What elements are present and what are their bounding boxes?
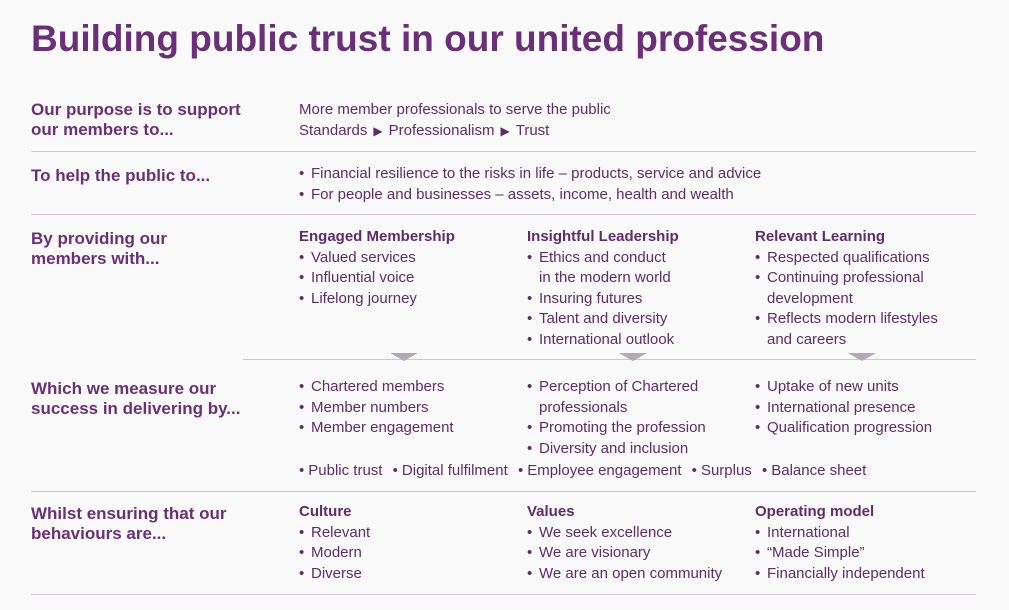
column-title: Culture bbox=[299, 503, 352, 520]
values-column bbox=[527, 502, 722, 584]
list-item: • International outlook bbox=[527, 330, 679, 351]
list-item: • Chartered members bbox=[299, 377, 454, 398]
purpose-heading: Our purpose is to support our members to... bbox=[31, 100, 241, 139]
column-title: Relevant Learning bbox=[755, 228, 886, 245]
divider bbox=[31, 594, 976, 595]
list-item: • Member engagement bbox=[299, 418, 454, 439]
list-item-continued: development bbox=[767, 289, 853, 307]
list-item: • Public trust bbox=[299, 462, 382, 479]
list-item-continued: professionals bbox=[539, 398, 628, 416]
down-pointer-icon bbox=[390, 353, 418, 361]
list-item: • Relevant bbox=[299, 523, 370, 544]
list-item: • Ethics and conduct bbox=[527, 248, 679, 269]
list-item: • Respected qualifications bbox=[755, 248, 938, 269]
list-item: • Qualification progression bbox=[755, 418, 932, 439]
list-item: • For people and businesses – assets, income, health and wealth bbox=[299, 185, 761, 206]
down-pointer-icon bbox=[619, 353, 647, 361]
measure-heading: Which we measure our success in delivering by... bbox=[31, 379, 241, 418]
divider bbox=[31, 151, 976, 152]
list-item: • Valued services bbox=[299, 248, 455, 269]
list-item: • Surplus bbox=[692, 462, 752, 479]
list-item: • Diverse bbox=[299, 564, 370, 585]
list-item: • Financial resilience to the risks in life – products, service and advice bbox=[299, 164, 761, 185]
list-item: • Perception of Chartered bbox=[527, 377, 706, 398]
behaviours-heading: Whilst ensuring that our behaviours are... bbox=[31, 504, 227, 543]
providing-heading: By providing our members with... bbox=[31, 229, 167, 268]
list-item: • International presence bbox=[755, 398, 932, 419]
list-item: • Continuing professional bbox=[755, 268, 938, 289]
measure-column-1 bbox=[299, 377, 454, 439]
purpose-chain: Standards ▶ Professionalism ▶ Trust bbox=[299, 121, 550, 139]
column-title: Operating model bbox=[755, 503, 875, 520]
list-item: • We are visionary bbox=[527, 543, 722, 564]
divider bbox=[31, 491, 976, 492]
column-title: Insightful Leadership bbox=[527, 228, 679, 245]
public-content bbox=[299, 164, 761, 205]
list-item: • Modern bbox=[299, 543, 370, 564]
list-item: • Diversity and inclusion bbox=[527, 439, 706, 460]
list-item: • Balance sheet bbox=[762, 462, 866, 479]
list-item: • International bbox=[755, 523, 925, 544]
list-item: • Reflects modern lifestyles bbox=[755, 309, 938, 330]
list-item: • Promoting the profession bbox=[527, 418, 706, 439]
list-item: • Member numbers bbox=[299, 398, 454, 419]
insightful-leadership-column bbox=[527, 227, 679, 350]
list-item: • Insuring futures bbox=[527, 289, 679, 310]
public-heading: To help the public to... bbox=[31, 166, 211, 185]
list-item: • Influential voice bbox=[299, 268, 455, 289]
page-title: Building public trust in our united profession bbox=[31, 18, 825, 59]
purpose-line: More member professionals to serve the public bbox=[299, 101, 611, 118]
operating-model-column bbox=[755, 502, 925, 584]
down-pointer-icon bbox=[848, 353, 876, 361]
divider bbox=[31, 214, 976, 215]
culture-column bbox=[299, 502, 370, 584]
purpose-content bbox=[299, 100, 611, 141]
measure-column-2 bbox=[527, 377, 706, 459]
list-item: • Talent and diversity bbox=[527, 309, 679, 330]
list-item: • Employee engagement bbox=[518, 462, 682, 479]
engaged-membership-column bbox=[299, 227, 455, 309]
list-item-continued: in the modern world bbox=[539, 269, 671, 286]
list-item: • Digital fulfilment bbox=[393, 462, 508, 479]
arrow-right-icon: ▶ bbox=[500, 123, 510, 138]
arrow-right-icon: ▶ bbox=[373, 123, 383, 138]
shared-measures bbox=[299, 461, 872, 482]
list-item-continued: and careers bbox=[767, 330, 847, 348]
relevant-learning-column bbox=[755, 227, 938, 350]
list-item: • We seek excellence bbox=[527, 523, 722, 544]
measure-column-3 bbox=[755, 377, 932, 439]
list-item: • Financially independent bbox=[755, 564, 925, 585]
column-title: Values bbox=[527, 503, 575, 520]
list-item: • Lifelong journey bbox=[299, 289, 455, 310]
column-title: Engaged Membership bbox=[299, 228, 455, 245]
list-item: • We are an open community bbox=[527, 564, 722, 585]
list-item: • Uptake of new units bbox=[755, 377, 932, 398]
list-item: • “Made Simple” bbox=[755, 543, 925, 564]
